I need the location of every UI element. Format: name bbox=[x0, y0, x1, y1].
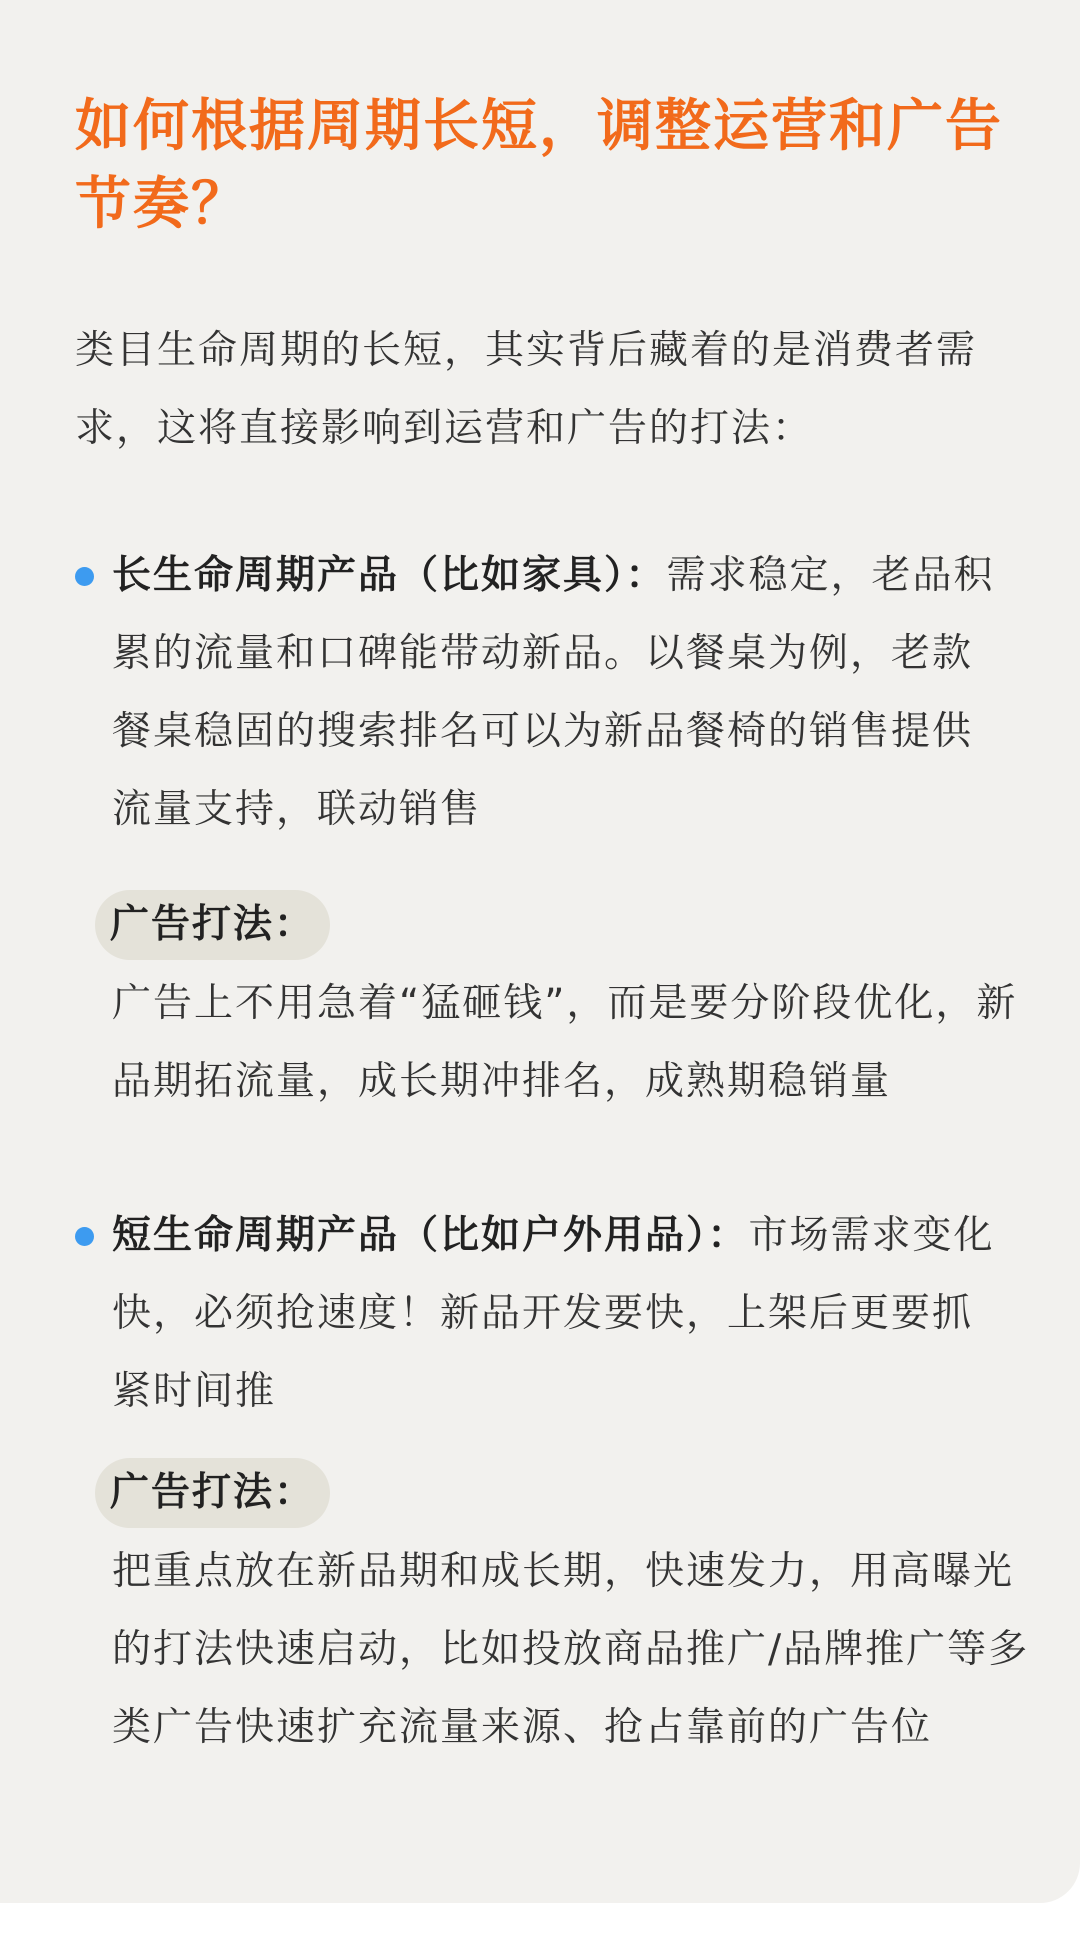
section-heading: 长生命周期产品（比如家具）： bbox=[112, 553, 667, 598]
section-body-text: 需求稳定，老品积累的流量和口碑能带动新品。以餐桌为例，老款餐桌稳固的搜索排名可以为新品餐椅的销售提供流量支持，联动销售 bbox=[112, 553, 995, 832]
section-body-text: 市场需求变化快，必须抢速度！新品开发要快，上架后更要抓紧时间推 bbox=[112, 1213, 995, 1414]
strategy-label: 广告打法： bbox=[95, 1458, 330, 1528]
strategy-label: 广告打法： bbox=[95, 890, 330, 960]
bullet-dot bbox=[75, 1227, 94, 1246]
article-title: 如何根据周期长短，调整运营和广告节奏？ bbox=[75, 94, 1003, 237]
bullet-dot bbox=[75, 567, 94, 586]
section-heading: 短生命周期产品（比如户外用品）： bbox=[112, 1213, 749, 1258]
strategy-text: 广告上不用急着“猛砸钱”，而是要分阶段优化，新品期拓流量，成长期冲排名，成熟期稳销量 bbox=[112, 981, 1018, 1104]
section-paragraph bbox=[112, 1197, 1012, 1431]
section-paragraph bbox=[112, 537, 1012, 849]
strategy-text: 把重点放在新品期和成长期，快速发力，用高曝光的打法快速启动，比如投放商品推广/品牌推广等多类广告快速扩充流量来源、抢占靠前的广告位 bbox=[112, 1549, 1030, 1750]
intro-paragraph: 类目生命周期的长短，其实背后藏着的是消费者需求，这将直接影响到运营和广告的打法： bbox=[75, 328, 978, 451]
